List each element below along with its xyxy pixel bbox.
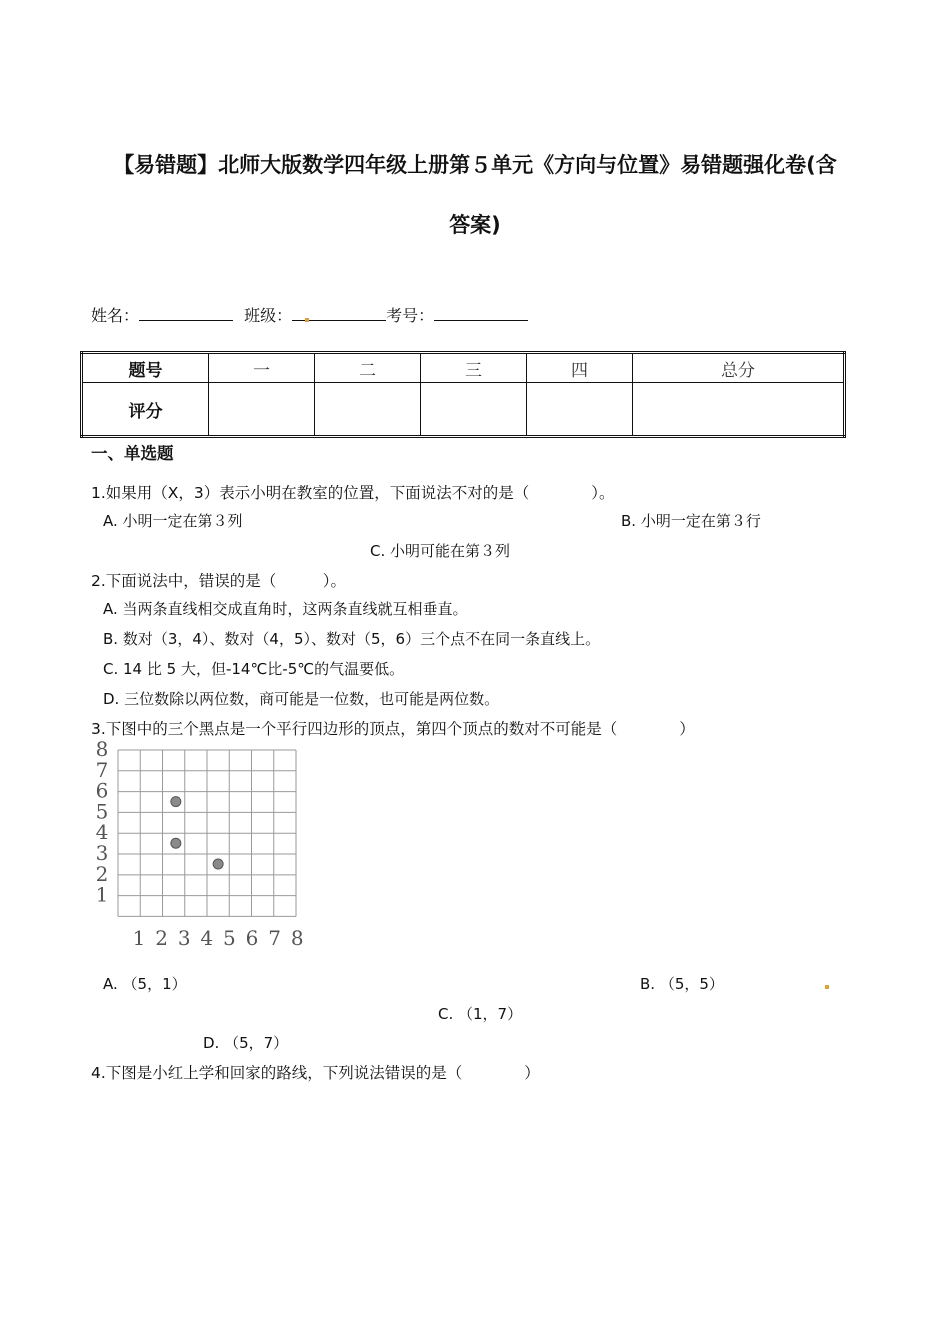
score-col-3: 三 <box>421 353 527 383</box>
grid-y-label: 2 <box>95 861 109 886</box>
name-label: 姓名： <box>91 306 140 325</box>
q3-option-a[interactable]: A. （5，1） <box>103 975 187 993</box>
score-cell-4[interactable] <box>527 383 633 437</box>
score-cell-1[interactable] <box>209 383 315 437</box>
score-table-head-question-no: 题号 <box>82 353 209 383</box>
grid-x-label: 2 <box>155 926 168 950</box>
score-table <box>80 351 846 438</box>
class-label: 班级： <box>244 306 293 325</box>
section-heading: 一、单选题 <box>91 444 174 463</box>
q2-option-c[interactable]: C. 14 比 5 大，但-14℃比-5℃的气温要低。 <box>103 660 405 678</box>
score-col-4: 四 <box>527 353 633 383</box>
decor-mark <box>305 318 309 322</box>
page-title-line-1: 【易错题】北师大版数学四年级上册第５单元《方向与位置》易错题强化卷(含 <box>113 153 837 177</box>
exam-label: 考号： <box>386 306 435 325</box>
score-col-1: 一 <box>209 353 315 383</box>
q2-option-a[interactable]: A. 当两条直线相交成直角时，这两条直线就互相垂直。 <box>103 600 468 618</box>
grid-y-axis-labels <box>96 740 109 907</box>
grid-y-label: 8 <box>95 740 109 761</box>
grid-point <box>171 838 181 848</box>
score-cell-2[interactable] <box>315 383 421 437</box>
coordinate-grid-figure <box>88 740 318 955</box>
score-table-row-header <box>82 353 845 383</box>
student-info <box>91 303 528 326</box>
grid-x-label: 4 <box>200 926 214 950</box>
page-title-line-2: 答案) <box>449 213 501 237</box>
grid-y-label: 1 <box>95 882 109 907</box>
grid-y-label: 3 <box>95 841 109 866</box>
grid-y-label: 6 <box>95 778 109 803</box>
score-cell-total[interactable] <box>633 383 845 437</box>
grid-x-label: 3 <box>177 926 191 950</box>
q1-stem: 1.如果用（X，3）表示小明在教室的位置，下面说法不对的是（ ）。 <box>91 484 615 502</box>
score-table-head-score: 评分 <box>82 383 209 437</box>
q1-option-c[interactable]: C. 小明可能在第３列 <box>370 542 511 560</box>
name-blank[interactable] <box>139 306 233 321</box>
decor-mark-2 <box>825 985 829 989</box>
exam-blank[interactable] <box>434 306 528 321</box>
grid-y-label: 5 <box>95 799 109 824</box>
q4-stem: 4.下图是小红上学和回家的路线，下列说法错误的是（ ） <box>91 1064 540 1082</box>
grid-point <box>213 859 223 869</box>
q3-option-c[interactable]: C. （1，7） <box>438 1005 523 1023</box>
grid-x-label: 5 <box>223 926 236 950</box>
grid-lines <box>118 750 296 916</box>
grid-y-label: 4 <box>95 820 109 845</box>
grid-x-label: 6 <box>245 926 259 950</box>
grid-point <box>171 797 181 807</box>
grid-x-label: 8 <box>290 926 304 950</box>
q3-option-b[interactable]: B. （5，5） <box>640 975 724 993</box>
score-col-2: 二 <box>315 353 421 383</box>
grid-x-label: 1 <box>132 926 146 950</box>
q1-option-a[interactable]: A. 小明一定在第３列 <box>103 512 243 530</box>
q2-option-d[interactable]: D. 三位数除以两位数，商可能是一位数，也可能是两位数。 <box>103 690 500 708</box>
q1-option-b[interactable]: B. 小明一定在第３行 <box>621 512 761 530</box>
grid-x-axis-labels <box>133 926 304 950</box>
q3-option-d[interactable]: D. （5，7） <box>203 1034 289 1052</box>
score-cell-3[interactable] <box>421 383 527 437</box>
q2-option-b[interactable]: B. 数对（3，4）、数对（4，5）、数对（5，6）三个点不在同一条直线上。 <box>103 630 601 648</box>
grid-x-label: 7 <box>268 926 281 950</box>
q3-stem: 3.下图中的三个黑点是一个平行四边形的顶点，第四个顶点的数对不可能是（ ） <box>91 720 695 738</box>
grid-y-label: 7 <box>95 757 109 782</box>
score-col-total: 总分 <box>633 353 845 383</box>
score-table-row-scores <box>82 383 845 437</box>
q2-stem: 2.下面说法中，错误的是（ ）。 <box>91 572 347 590</box>
